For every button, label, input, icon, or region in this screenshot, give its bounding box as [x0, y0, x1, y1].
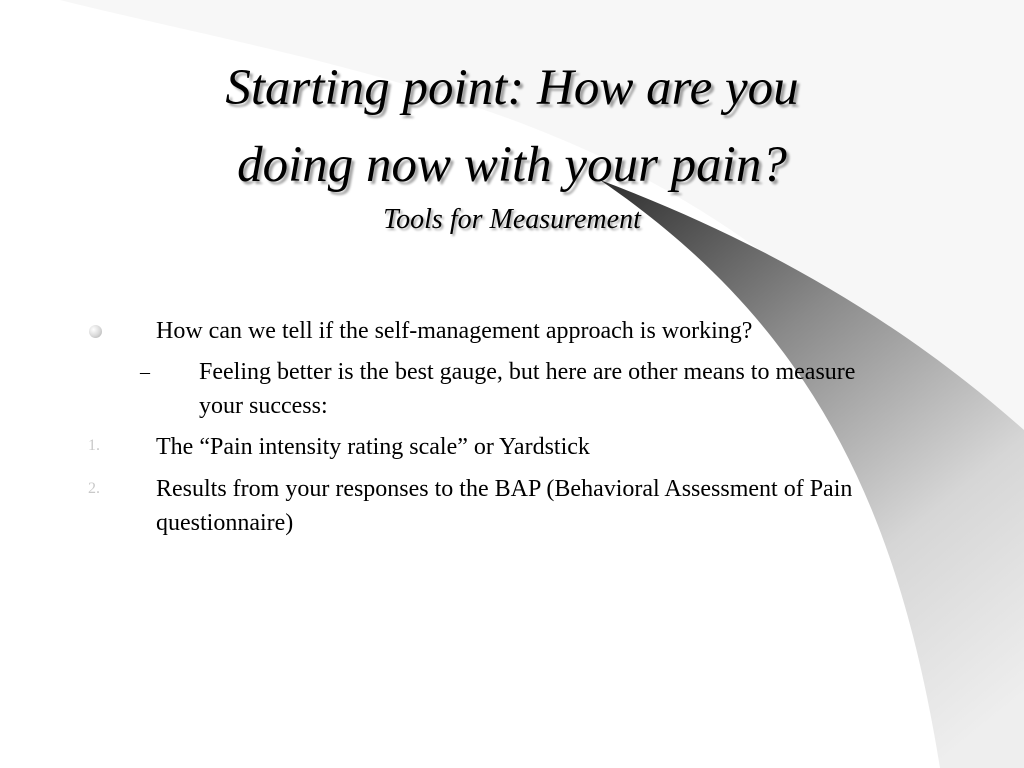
bullet-dot-icon	[89, 325, 102, 338]
title-block	[60, 50, 964, 237]
numbered-item-2: Results from your responses to the BAP (Behavioral Assessment of Pain questionnaire)	[156, 476, 853, 536]
list-number-1: 1.	[88, 437, 100, 454]
numbered-item-1: The “Pain intensity rating scale” or Yardstick	[156, 434, 590, 460]
sub-bullet-item: Feeling better is the best gauge, but here are other means to measure your success:	[199, 359, 856, 419]
sub-bullet-dash: –	[140, 361, 150, 383]
slide-subtitle: Tools for Measurement	[383, 204, 641, 235]
list-number-2: 2.	[88, 480, 100, 497]
slide-title: Starting point: How are you doing now with your pain?	[225, 60, 799, 193]
bullet-item: How can we tell if the self-management approach is working?	[156, 318, 753, 344]
